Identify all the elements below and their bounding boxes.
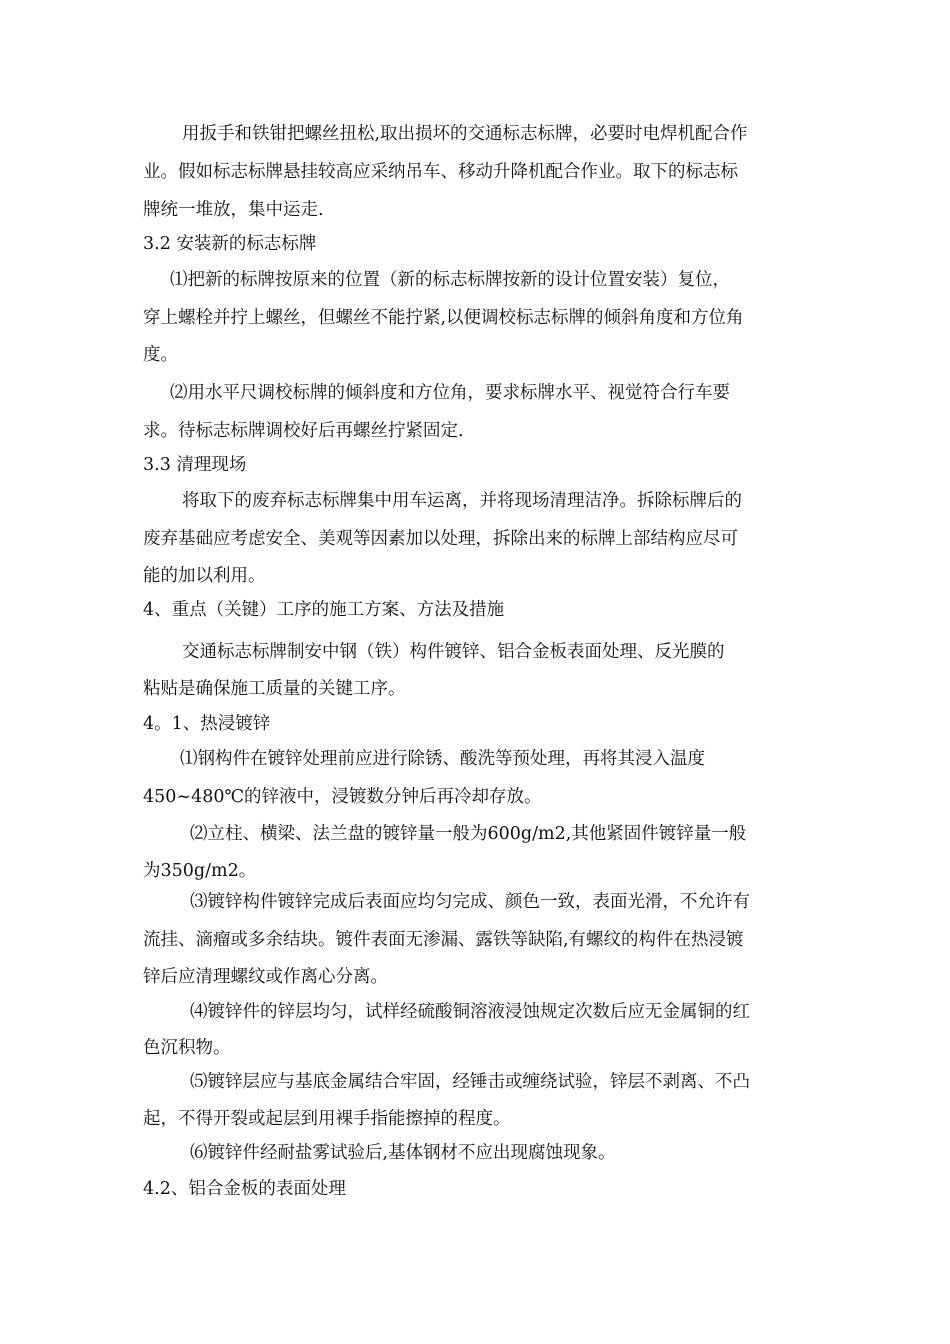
paragraph-line: ⑶镀锌构件镀锌完成后表面应均匀完成、颜色一致，表面光滑，不允许有: [190, 892, 750, 912]
paragraph-line: 流挂、滴瘤或多余结块。镀件表面无渗漏、露铁等缺陷,有螺纹的构件在热浸镀: [143, 930, 744, 950]
paragraph-line: 能的加以利用。: [143, 566, 266, 586]
paragraph-line: 穿上螺栓并拧上螺丝，但螺丝不能拧紧,以便调校标志标牌的倾斜角度和方位角: [143, 308, 744, 328]
section-heading: 4.2、铝合金板的表面处理: [143, 1179, 346, 1199]
paragraph-line: 锌后应清理螺纹或作离心分离。: [143, 967, 388, 987]
paragraph-line: ⑹镀锌件经耐盐雾试验后,基体钢材不应出现腐蚀现象。: [190, 1143, 616, 1163]
paragraph-line: 起，不得开裂或起层到用裸手指能擦掉的程度。: [143, 1109, 511, 1129]
paragraph-line: 度。: [143, 345, 178, 365]
paragraph-line: 废弃基础应考虑安全、美观等因素加以处理，拆除出来的标牌上部结构应尽可: [143, 529, 738, 549]
paragraph-line: ⑴把新的标牌按原来的位置（新的标志标牌按新的设计位置安装）复位，: [170, 270, 730, 290]
paragraph-line: 业。假如标志标牌悬挂较高应采纳吊车、移动升降机配合作业。取下的标志标: [143, 162, 738, 182]
section-heading: 3.3 清理现场: [143, 455, 247, 475]
paragraph-line: 为350g/m2。: [143, 861, 257, 881]
paragraph-line: 交通标志标牌制安中钢（铁）构件镀锌、铝合金板表面处理、反光膜的: [182, 642, 725, 662]
paragraph-line: 粘贴是确保施工质量的关键工序。: [143, 679, 406, 699]
paragraph-line: 将取下的废弃标志标牌集中用车运离，并将现场清理洁净。拆除标牌后的: [182, 491, 742, 511]
paragraph-line: 牌统一堆放，集中运走.: [143, 200, 324, 220]
paragraph-line: ⑵立柱、横梁、法兰盘的镀锌量一般为600g/m2,其他紧固件镀锌量一般: [190, 824, 747, 844]
paragraph-line: ⑴钢构件在镀锌处理前应进行除锈、酸洗等预处理，再将其浸入温度: [180, 749, 705, 769]
paragraph-line: 用扳手和铁钳把螺丝扭松,取出损坏的交通标志标牌，必要时电焊机配合作: [182, 124, 748, 144]
paragraph-line: 求。待标志标牌调校好后再螺丝拧紧固定.: [143, 421, 464, 441]
paragraph-line: 450~480℃的锌液中，浸镀数分钟后再冷却存放。: [143, 787, 542, 807]
section-heading: 4、重点（关键）工序的施工方案、方法及措施: [143, 600, 505, 620]
paragraph-line: ⑸镀锌层应与基底金属结合牢固，经锤击或缠绕试验，锌层不剥离、不凸: [190, 1072, 750, 1092]
paragraph-line: 色沉积物。: [143, 1038, 231, 1058]
paragraph-line: ⑷镀锌件的锌层均匀，试样经硫酸铜溶液浸蚀规定次数后应无金属铜的红: [190, 1002, 750, 1022]
section-heading: 4。1、热浸镀锌: [143, 714, 271, 734]
section-heading: 3.2 安装新的标志标牌: [143, 234, 317, 254]
paragraph-line: ⑵用水平尺调校标牌的倾斜度和方位角，要求标牌水平、视觉符合行车要: [170, 383, 730, 403]
